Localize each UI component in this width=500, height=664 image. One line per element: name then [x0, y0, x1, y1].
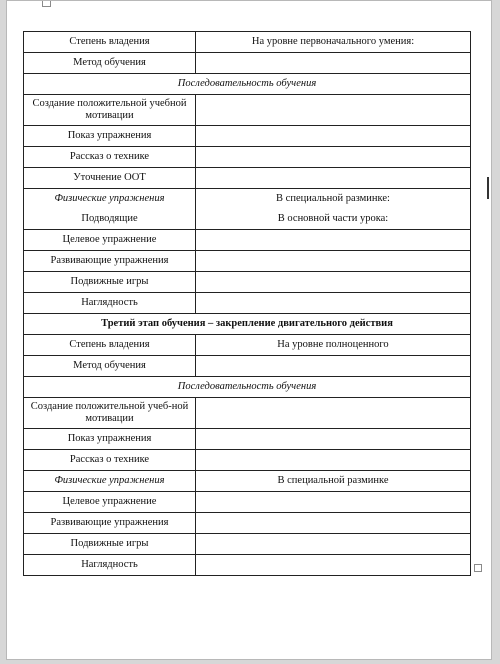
- table-cell[interactable]: Последовательность обучения: [24, 377, 471, 398]
- table-row: [24, 471, 471, 492]
- table-cell[interactable]: [196, 230, 471, 251]
- table-cell[interactable]: Метод обучения: [24, 356, 196, 377]
- table-cell[interactable]: Подвижные игры: [24, 272, 196, 293]
- table-cell[interactable]: [196, 356, 471, 377]
- table-row: [24, 492, 471, 513]
- table-row: [24, 251, 471, 272]
- cell-line: В специальной разминке:: [276, 193, 390, 204]
- table-cell[interactable]: Уточнение ООТ: [24, 168, 196, 189]
- table-row: [24, 314, 471, 335]
- stage-title-cell[interactable]: Третий этап обучения – закрепление двигательного действия: [24, 314, 471, 335]
- table-resize-handle-icon[interactable]: [474, 564, 482, 572]
- table-row: [24, 272, 471, 293]
- table-row: [24, 513, 471, 534]
- table-cell[interactable]: В специальной разминке: [196, 471, 471, 492]
- table-cell[interactable]: [196, 272, 471, 293]
- table-cell[interactable]: Развивающие упражнения: [24, 251, 196, 272]
- table-cell[interactable]: Наглядность: [24, 293, 196, 314]
- table-cell[interactable]: На уровне первоначального умения:: [196, 32, 471, 53]
- table-row: [24, 147, 471, 168]
- table-cell[interactable]: Степень владения: [24, 335, 196, 356]
- table-row: [24, 126, 471, 147]
- table-cell[interactable]: [196, 398, 471, 429]
- table-row: [24, 168, 471, 189]
- table-row: [24, 450, 471, 471]
- table-cell[interactable]: [196, 168, 471, 189]
- table-cell[interactable]: Подвижные игры: [24, 534, 196, 555]
- cell-line: Физические упражнения: [54, 193, 165, 204]
- cell-line: Подводящие: [81, 213, 138, 224]
- cell-line: В основной части урока:: [277, 213, 389, 224]
- table-row: [24, 398, 471, 429]
- table-cell[interactable]: [196, 53, 471, 74]
- table-cell[interactable]: [196, 450, 471, 471]
- table-row: [24, 74, 471, 95]
- table-row: [24, 189, 471, 230]
- table-row: [24, 534, 471, 555]
- table-row: [24, 95, 471, 126]
- table-row: [24, 53, 471, 74]
- table-cell[interactable]: Показ упражнения: [24, 429, 196, 450]
- table-row: [24, 293, 471, 314]
- table-cell[interactable]: [196, 189, 471, 230]
- table-cell[interactable]: Физические упражнения: [24, 471, 196, 492]
- table-cell[interactable]: [196, 126, 471, 147]
- table-row: [24, 429, 471, 450]
- table-cell[interactable]: [196, 492, 471, 513]
- table-cell[interactable]: [196, 555, 471, 576]
- table-cell[interactable]: Рассказ о технике: [24, 147, 196, 168]
- table-cell[interactable]: На уровне полноценного: [196, 335, 471, 356]
- table-cell[interactable]: Показ упражнения: [24, 126, 196, 147]
- table-cell[interactable]: Создание положительной учеб-ной мотивации: [24, 398, 196, 429]
- document-page: [6, 0, 492, 660]
- table-row: [24, 32, 471, 53]
- table-row: [24, 555, 471, 576]
- table-cell[interactable]: [196, 95, 471, 126]
- table-cell[interactable]: [196, 293, 471, 314]
- table-cell[interactable]: [196, 513, 471, 534]
- table-cell[interactable]: Степень владения: [24, 32, 196, 53]
- table-cell[interactable]: Последовательность обучения: [24, 74, 471, 95]
- table-cell[interactable]: [196, 251, 471, 272]
- table-cell[interactable]: [196, 429, 471, 450]
- table-cell[interactable]: [196, 534, 471, 555]
- table-cell[interactable]: Целевое упражнение: [24, 492, 196, 513]
- table-cell[interactable]: Создание положительной учебной мотивации: [24, 95, 196, 126]
- table-row: [24, 377, 471, 398]
- table-cell[interactable]: Целевое упражнение: [24, 230, 196, 251]
- table-cell[interactable]: Рассказ о технике: [24, 450, 196, 471]
- table-cell[interactable]: [196, 147, 471, 168]
- table-cell[interactable]: Наглядность: [24, 555, 196, 576]
- table-move-handle-icon[interactable]: [42, 1, 51, 7]
- table-cell[interactable]: [24, 189, 196, 230]
- lesson-plan-table: [23, 31, 471, 576]
- table-cell[interactable]: Развивающие упражнения: [24, 513, 196, 534]
- table-row: [24, 335, 471, 356]
- table-row: [24, 356, 471, 377]
- table-row: [24, 230, 471, 251]
- text-cursor-icon: [487, 177, 489, 199]
- table-cell[interactable]: Метод обучения: [24, 53, 196, 74]
